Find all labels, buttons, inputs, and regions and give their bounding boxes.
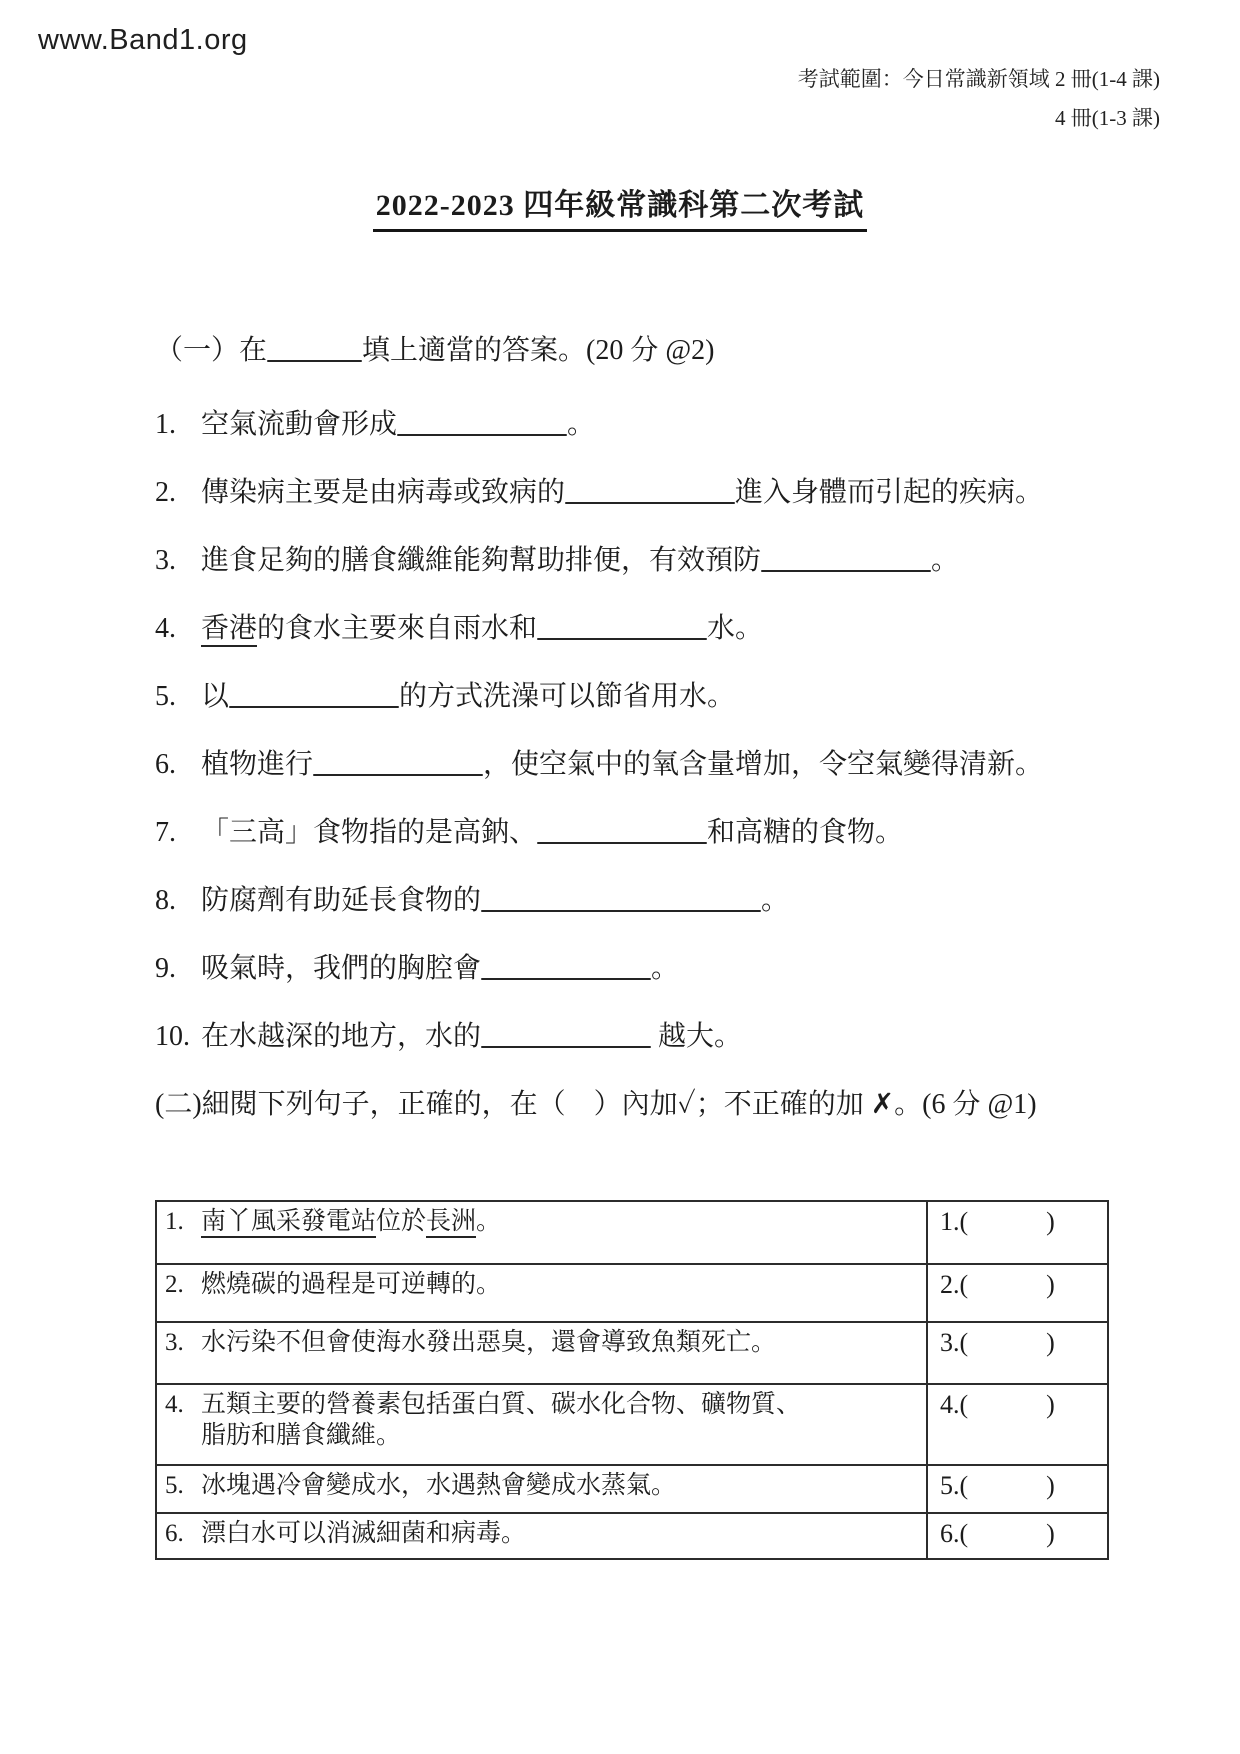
question-row-5 <box>155 680 1107 714</box>
question-number: 2. <box>155 477 176 508</box>
answer-blank[interactable] <box>229 706 399 709</box>
answer-blank[interactable] <box>481 978 651 981</box>
question-number: 3. <box>155 545 176 576</box>
tf-answer-number: 6. <box>940 1519 960 1548</box>
tf-answer-number: 5. <box>940 1471 960 1500</box>
question-row-1 <box>155 408 1107 442</box>
question-text <box>201 816 903 850</box>
section-1-heading <box>155 334 1107 368</box>
text-segment: 。 <box>476 1208 502 1235</box>
tf-table-row-3 <box>156 1322 1108 1384</box>
text-segment: 傳染病主要是由病毒或致病的 <box>201 477 566 508</box>
answer-paren-open: ( <box>959 1270 969 1299</box>
answer-paren-close: ) <box>1046 1207 1055 1236</box>
exam-scope-line-1: 考試範圍：今日常識新領域 2 冊(1-4 課) <box>797 67 1160 91</box>
tf-statement-cell <box>156 1322 927 1384</box>
text-segment: 填上適當的答案。(20 分 @2) <box>362 335 715 366</box>
underlined-term: 南丫風采發電站 <box>201 1208 376 1238</box>
tf-answer-number: 1. <box>940 1207 960 1236</box>
question-row-8 <box>155 884 1107 918</box>
question-number: 4. <box>155 613 176 644</box>
text-segment: 進入身體而引起的疾病。 <box>735 477 1044 508</box>
question-number: 7. <box>155 817 176 848</box>
question-text <box>201 408 595 442</box>
answer-blank[interactable] <box>397 434 567 437</box>
tf-table-row-6 <box>156 1513 1108 1559</box>
text-segment: 位於 <box>376 1208 427 1235</box>
tf-answer-cell[interactable] <box>927 1465 1108 1513</box>
text-segment: 。 <box>567 409 596 440</box>
answer-paren-open: ( <box>959 1390 969 1419</box>
text-segment: 。 <box>651 953 680 984</box>
text-segment: ，使空氣中的氧含量增加，令空氣變得清新。 <box>483 749 1044 780</box>
text-segment: 和高糖的食物。 <box>707 817 904 848</box>
answer-blank[interactable] <box>537 638 707 641</box>
text-segment: 。 <box>931 545 960 576</box>
question-number: 5. <box>155 681 176 712</box>
answer-paren-open: ( <box>959 1471 969 1500</box>
underlined-term: 香港 <box>201 613 257 647</box>
text-segment: 以 <box>201 681 230 712</box>
question-number: 1. <box>155 409 176 440</box>
question-text <box>201 884 789 918</box>
tf-statement-number: 6. <box>165 1520 184 1547</box>
tf-table-row-5 <box>156 1465 1108 1513</box>
answer-blank[interactable] <box>481 1046 651 1049</box>
text-segment: 空氣流動會形成 <box>201 409 398 440</box>
answer-paren-close: ) <box>1046 1471 1055 1500</box>
text-segment: 水。 <box>707 613 764 644</box>
question-row-10 <box>155 1020 1107 1054</box>
answer-paren-close: ) <box>1046 1270 1055 1299</box>
answer-blank[interactable] <box>313 774 483 777</box>
text-segment: 進食足夠的膳食纖維能夠幫助排便，有效預防 <box>201 545 762 576</box>
answer-paren-close: ) <box>1046 1328 1055 1357</box>
answer-paren-close: ) <box>1046 1390 1055 1419</box>
question-row-3 <box>155 544 1107 578</box>
tf-answer-number: 4. <box>940 1390 960 1419</box>
answer-blank[interactable] <box>565 502 735 505</box>
question-row-6 <box>155 748 1107 782</box>
text-segment: 吸氣時，我們的胸腔會 <box>201 953 482 984</box>
answer-blank[interactable] <box>267 360 362 363</box>
question-text <box>201 612 763 646</box>
watermark-link: www.Band1.org <box>38 24 248 56</box>
question-number: 9. <box>155 953 176 984</box>
question-number: 6. <box>155 749 176 780</box>
answer-paren-close: ) <box>1046 1519 1055 1548</box>
tf-statement-number: 5. <box>165 1472 184 1499</box>
text-segment: 植物進行 <box>201 749 314 780</box>
text-segment: 防腐劑有助延長食物的 <box>201 885 482 916</box>
true-false-table <box>155 1200 1109 1560</box>
tf-statement-text <box>201 1206 501 1237</box>
answer-paren-open: ( <box>959 1207 969 1236</box>
question-row-2 <box>155 476 1107 510</box>
text-segment: 脂肪和膳食纖維。 <box>201 1422 402 1449</box>
tf-statement-number: 4. <box>165 1391 184 1418</box>
tf-statement-number: 1. <box>165 1208 184 1235</box>
tf-statement-cell <box>156 1465 927 1513</box>
tf-statement-number: 2. <box>165 1271 184 1298</box>
section-2-heading: (二)細閱下列句子，正確的，在（ ）內加✓；不正確的加 ✗。(6 分 @1) <box>155 1089 1037 1120</box>
tf-answer-cell[interactable] <box>927 1322 1108 1384</box>
answer-paren-open: ( <box>959 1519 969 1548</box>
text-segment: （一）在 <box>155 335 268 366</box>
tf-statement-cell <box>156 1384 927 1465</box>
text-segment: 的食水主要來自雨水和 <box>257 613 538 644</box>
answer-blank[interactable] <box>761 570 931 573</box>
tf-statement-number: 3. <box>165 1329 184 1356</box>
answer-blank[interactable] <box>537 842 707 845</box>
text-segment: 冰塊遇冷會變成水，水遇熱會變成水蒸氣。 <box>201 1472 677 1499</box>
section-1-questions <box>155 408 1107 1054</box>
tf-statement-text <box>201 1470 676 1501</box>
text-segment: 漂白水可以消滅細菌和病毒。 <box>201 1520 527 1547</box>
tf-answer-number: 2. <box>940 1270 960 1299</box>
tf-statement-text <box>201 1518 526 1549</box>
tf-answer-number: 3. <box>940 1328 960 1357</box>
question-row-9 <box>155 952 1107 986</box>
question-number: 10. <box>155 1021 190 1052</box>
question-text <box>201 748 1043 782</box>
page-title: 2022-2023 四年級常識科第二次考試 <box>373 180 868 232</box>
tf-statement-text <box>201 1389 801 1451</box>
tf-table-row-2 <box>156 1264 1108 1322</box>
tf-answer-cell[interactable] <box>927 1201 1108 1264</box>
question-row-4 <box>155 612 1107 646</box>
text-segment: 的方式洗澡可以節省用水。 <box>399 681 736 712</box>
question-text <box>201 544 959 578</box>
question-text <box>201 476 1043 510</box>
tf-table-row-4 <box>156 1384 1108 1465</box>
text-segment: 水污染不但會使海水發出惡臭，還會導致魚類死亡。 <box>201 1329 777 1356</box>
answer-blank[interactable] <box>481 910 761 913</box>
question-number: 8. <box>155 885 176 916</box>
page-title-wrap <box>0 180 1240 232</box>
text-segment: 越大。 <box>651 1021 743 1052</box>
text-segment: 燃燒碳的過程是可逆轉的。 <box>201 1271 502 1298</box>
exam-scope-line-2: 4 冊(1-3 課) <box>1055 106 1160 130</box>
tf-answer-cell[interactable] <box>927 1384 1108 1465</box>
question-text <box>201 680 735 714</box>
tf-statement-cell <box>156 1201 927 1264</box>
question-text <box>201 1020 742 1054</box>
underlined-term: 長洲 <box>426 1208 476 1238</box>
tf-answer-cell[interactable] <box>927 1513 1108 1559</box>
answer-paren-open: ( <box>959 1328 969 1357</box>
exam-scope <box>798 60 1160 138</box>
tf-answer-cell[interactable] <box>927 1264 1108 1322</box>
exam-content <box>155 334 1107 1560</box>
question-text <box>201 952 679 986</box>
text-segment: 「三高」食物指的是高鈉、 <box>201 817 538 848</box>
tf-statement-text <box>201 1269 501 1300</box>
text-segment: 五類主要的營養素包括蛋白質、碳水化合物、礦物質、 <box>201 1391 802 1418</box>
tf-statement-text <box>201 1327 776 1358</box>
text-segment: 在水越深的地方，水的 <box>201 1021 482 1052</box>
tf-statement-cell <box>156 1264 927 1322</box>
tf-table-row-1 <box>156 1201 1108 1264</box>
tf-statement-cell <box>156 1513 927 1559</box>
text-segment: 。 <box>761 885 790 916</box>
question-row-7 <box>155 816 1107 850</box>
